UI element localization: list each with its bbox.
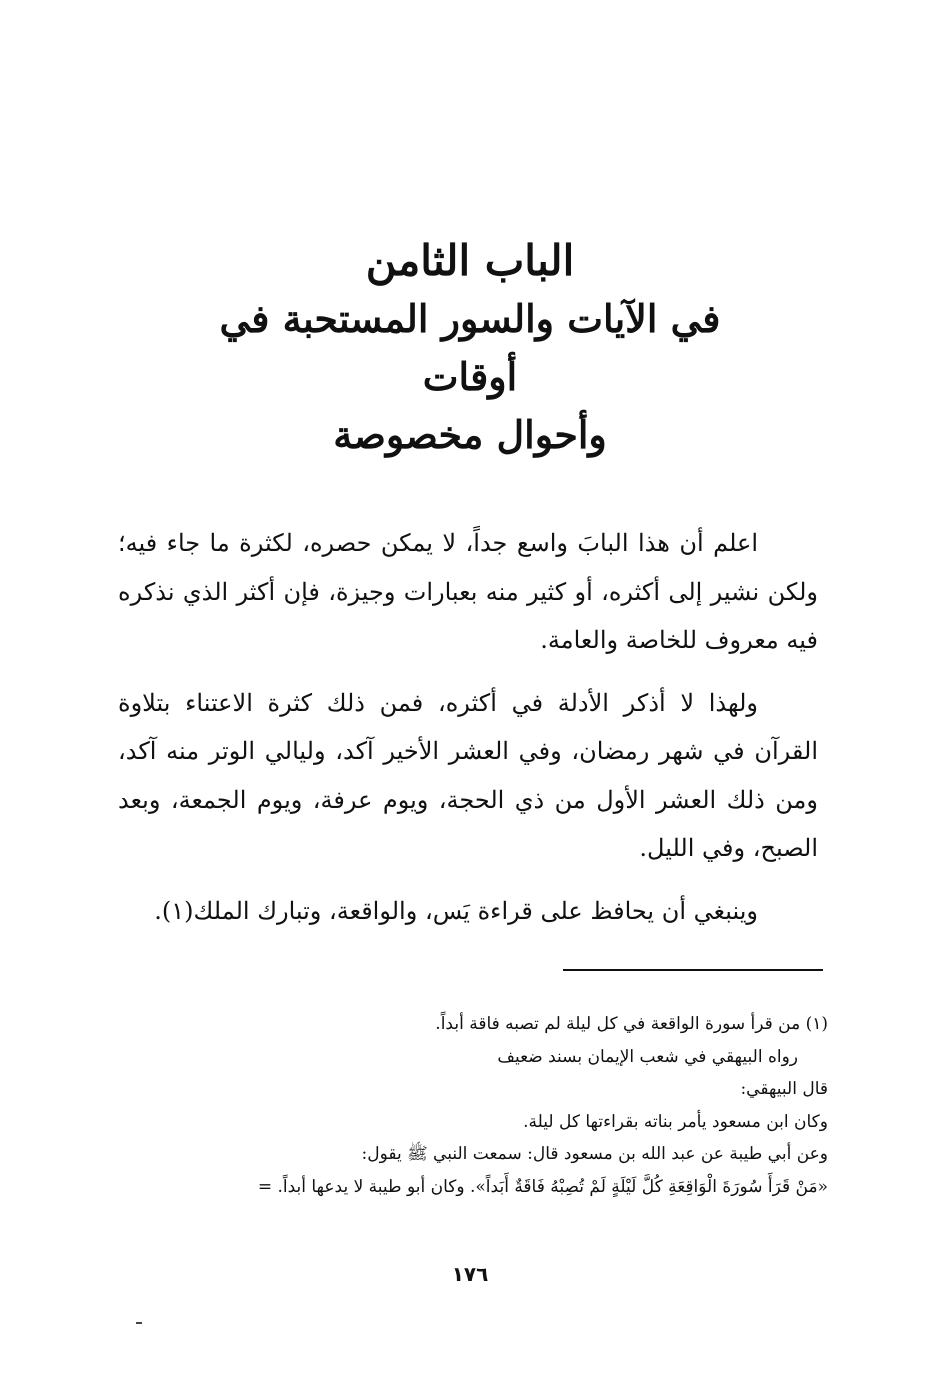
footnote-line-5: وعن أبي طيبة عن عبد الله بن مسعود قال: سمعت النبي ﷺ يقول: bbox=[361, 1144, 828, 1164]
chapter-heading bbox=[200, 232, 740, 464]
paragraph-1: اعلم أن هذا البابَ واسع جداً، لا يمكن حصره، لكثرة ما جاء فيه؛ ولكن نشير إلى أكثره، أو كثير منه بعبارات وجيزة، فإن أكثر الذي نذكره فيه معروف للخاصة والعامة. bbox=[118, 529, 818, 654]
footnote-line-6: «مَنْ قَرَأَ سُورَةَ الْوَاقِعَةِ كُلَّ لَيْلَةٍ لَمْ تُصِبْهُ فَاقَةٌ أَبَداً». وكان أبو طيبة لا يدعها أبداً. = bbox=[257, 1176, 828, 1197]
chapter-subtitle-line-1: في الآيات والسور المستحبة في أوقات bbox=[219, 296, 721, 399]
footnote-line-4: وكان ابن مسعود يأمر بناته بقراءتها كل ليلة. bbox=[523, 1111, 828, 1132]
chapter-subtitle-line-2: وأحوال مخصوصة bbox=[333, 412, 607, 457]
paragraph-2: ولهذا لا أذكر الأدلة في أكثره، فمن ذلك كثرة الاعتناء بتلاوة القرآن في شهر رمضان، وفي العشر الأخير آكد، وليالي الوتر منه آكد، ومن ذلك العشر الأول من ذي الحجة، ويوم عرفة، ويوم الجمعة، وبعد الصبح، وفي الليل. bbox=[118, 688, 818, 862]
page-number: ١٧٦ bbox=[451, 1262, 489, 1286]
footnotes bbox=[108, 1008, 828, 1203]
footnote-line-2: رواه البيهقي في شعب الإيمان بسند ضعيف bbox=[497, 1046, 798, 1067]
footnote-line-3: قال البيهقي: bbox=[740, 1079, 828, 1099]
paragraph-3: وينبغي أن يحافظ على قراءة يَس، والواقعة، وتبارك الملك(١). bbox=[154, 896, 758, 925]
footnote-line-1: (١) من قرأ سورة الواقعة في كل ليلة لم تصبه فاقة أبداً. bbox=[435, 1014, 828, 1034]
scan-speck bbox=[136, 1322, 142, 1324]
body-text bbox=[118, 519, 818, 949]
footnote-divider bbox=[563, 969, 823, 971]
chapter-title: الباب الثامن bbox=[365, 236, 575, 285]
